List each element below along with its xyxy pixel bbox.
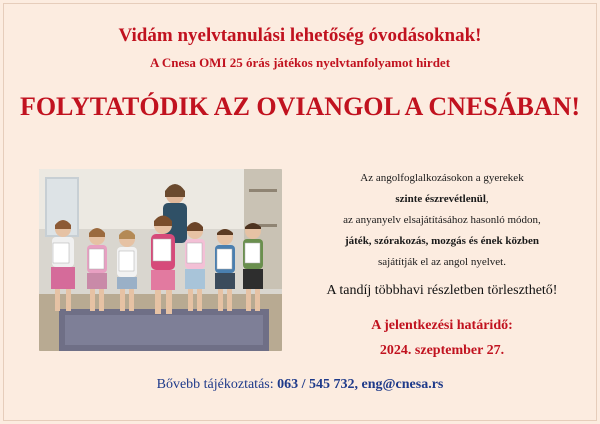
headline: Vidám nyelvtanulási lehetőség óvodásoknak! [118, 25, 482, 46]
contact-label: Bővebb tájékoztatás: [156, 377, 274, 392]
page-title: FOLYTATÓDIK AZ OVIANGOL A CNESÁBAN! [19, 92, 581, 121]
contact-info [0, 376, 600, 394]
description-line-1: Az angolfoglalkozásokon a gyerekek [360, 172, 524, 184]
description-line-5: sajátítják el az angol nyelvet. [378, 256, 506, 268]
subheadline: A Cnesa OMI 25 órás játékos nyelvtanfolyamot hirdet [149, 55, 451, 70]
description [292, 168, 592, 273]
description-emphasis-2: játék, szórakozás, mozgás és ének közben [344, 235, 539, 247]
group-photo [39, 169, 282, 351]
contact-separator: , [354, 377, 359, 392]
installment-note: A tandíj többhavi részletben törleszthető! [326, 283, 558, 298]
description-line-3: az anyanyelv elsajátításához hasonló módon, [343, 214, 541, 226]
contact-email: eng@cnesa.rs [361, 377, 444, 392]
description-line-2-suffix: , [485, 193, 489, 205]
description-emphasis-1: szinte észrevétlenül [395, 193, 486, 205]
deadline-label: A jelentkezési határidő: [371, 318, 513, 333]
deadline-date: 2024. szeptember 27. [379, 343, 505, 358]
contact-phone: 063 / 545 732 [277, 377, 355, 392]
description-line-2 [292, 189, 592, 210]
